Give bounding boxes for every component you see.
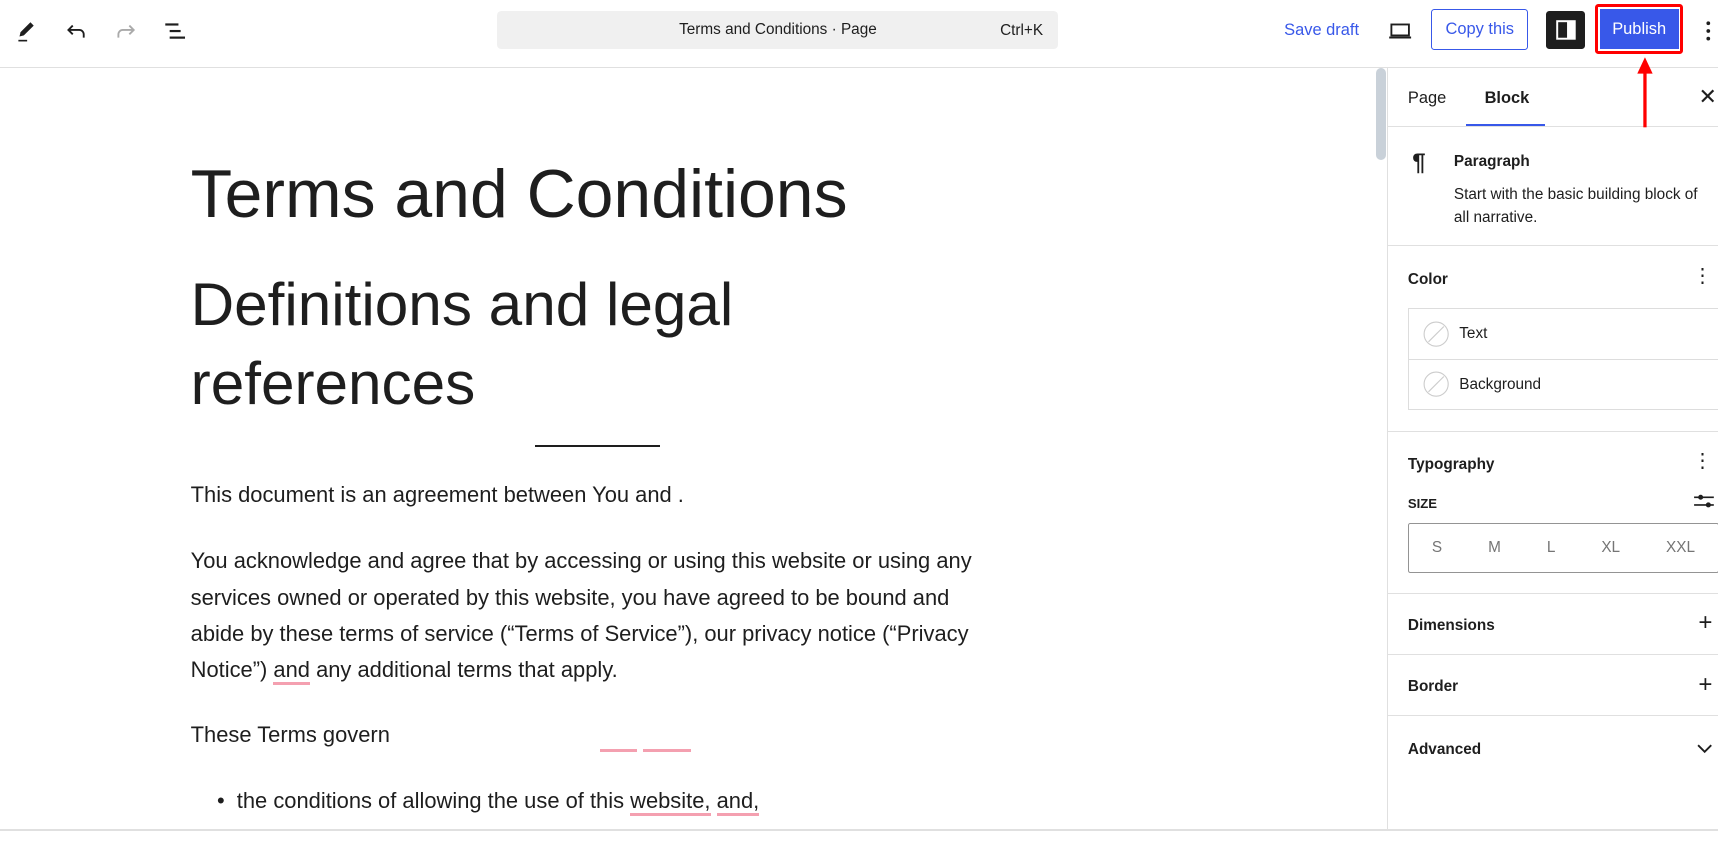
separator-block[interactable] bbox=[535, 445, 660, 447]
spelling-mark bbox=[600, 749, 636, 752]
page-title[interactable]: Terms and Conditions bbox=[190, 156, 848, 232]
size-option-l[interactable]: L bbox=[1546, 538, 1556, 556]
text-color-option[interactable] bbox=[1409, 309, 1718, 360]
more-options-icon[interactable]: ⋮ bbox=[1692, 450, 1713, 473]
laptop-icon[interactable] bbox=[1385, 15, 1416, 46]
close-icon[interactable]: ✕ bbox=[1698, 84, 1717, 110]
background-color-label: Background bbox=[1459, 375, 1542, 393]
list-item[interactable]: • the conditions of allowing the use of this website, and, bbox=[217, 783, 1028, 819]
list-view-icon[interactable] bbox=[160, 15, 191, 46]
spelling-mark bbox=[643, 749, 691, 752]
document-title: Terms and Conditions · Page bbox=[679, 20, 877, 38]
paragraph-icon: ¶ bbox=[1412, 148, 1426, 176]
tab-block[interactable]: Block bbox=[1484, 88, 1530, 107]
border-panel[interactable] bbox=[1388, 655, 1718, 716]
redo-icon[interactable] bbox=[111, 15, 142, 46]
dimensions-panel[interactable] bbox=[1388, 594, 1718, 655]
border-label: Border bbox=[1407, 678, 1459, 696]
no-color-icon bbox=[1423, 371, 1449, 397]
color-label: Color bbox=[1407, 270, 1448, 288]
size-option-xl[interactable]: XL bbox=[1601, 538, 1621, 556]
dimensions-label: Dimensions bbox=[1407, 616, 1495, 634]
block-title: Paragraph bbox=[1453, 153, 1530, 171]
block-card bbox=[1388, 127, 1718, 246]
tab-page[interactable]: Page bbox=[1407, 88, 1447, 107]
sidebar-tabs bbox=[1388, 68, 1718, 127]
no-color-icon bbox=[1423, 321, 1449, 347]
paragraph-block[interactable]: This document is an agreement between You and . bbox=[190, 481, 684, 507]
top-toolbar bbox=[0, 0, 1718, 68]
undo-icon[interactable] bbox=[60, 15, 91, 46]
more-options-icon[interactable] bbox=[1693, 15, 1718, 46]
size-option-m[interactable]: M bbox=[1488, 538, 1501, 556]
paragraph-block[interactable]: These Terms govern bbox=[190, 721, 390, 747]
command-palette[interactable] bbox=[497, 11, 1058, 49]
size-label: SIZE bbox=[1407, 496, 1438, 512]
spelling-mark: website, bbox=[630, 788, 710, 816]
editor-canvas[interactable] bbox=[0, 68, 1376, 830]
typography-panel bbox=[1388, 432, 1718, 594]
paragraph-text: You acknowledge and agree that by accessing or using this website or using any services owned or operated by this website, you have agreed to be bound and abide by these terms of service (“Terms of Service”), our privacy notice (“Privacy Notice”) bbox=[190, 548, 972, 682]
block-description: Start with the basic building block of all narrative. bbox=[1453, 185, 1698, 226]
plus-icon[interactable]: + bbox=[1698, 670, 1713, 698]
spelling-mark: and, bbox=[717, 788, 760, 816]
scrollbar[interactable] bbox=[1376, 68, 1386, 160]
pencil-icon[interactable] bbox=[11, 15, 42, 46]
text-color-label: Text bbox=[1459, 325, 1488, 343]
typography-label: Typography bbox=[1407, 455, 1495, 473]
active-tab-indicator bbox=[1466, 124, 1545, 126]
size-option-s[interactable]: S bbox=[1431, 538, 1443, 556]
settings-sidebar bbox=[1387, 68, 1718, 830]
sidebar-toggle-icon[interactable] bbox=[1546, 11, 1585, 49]
save-draft-button[interactable]: Save draft bbox=[1284, 20, 1360, 39]
size-option-xxl[interactable]: XXL bbox=[1666, 538, 1696, 556]
chevron-down-icon[interactable] bbox=[1697, 743, 1712, 754]
heading-block[interactable]: Definitions and legal references bbox=[190, 270, 734, 418]
paragraph-block[interactable] bbox=[191, 543, 1002, 688]
plus-icon[interactable]: + bbox=[1698, 609, 1713, 637]
color-panel bbox=[1388, 247, 1718, 432]
advanced-panel[interactable] bbox=[1388, 717, 1718, 783]
publish-button[interactable]: Publish bbox=[1600, 9, 1679, 50]
shortcut-hint: Ctrl+K bbox=[1000, 21, 1044, 39]
spelling-mark: and bbox=[273, 657, 310, 685]
more-options-icon[interactable]: ⋮ bbox=[1692, 265, 1713, 288]
red-arrow-annotation bbox=[1634, 55, 1656, 130]
footer-divider bbox=[0, 829, 1718, 830]
paragraph-text: any additional terms that apply. bbox=[309, 656, 618, 682]
background-color-option[interactable] bbox=[1409, 359, 1718, 409]
custom-size-icon[interactable] bbox=[1693, 491, 1715, 511]
list-text: the conditions of allowing the use of this bbox=[236, 788, 631, 814]
advanced-label: Advanced bbox=[1407, 740, 1482, 758]
font-size-picker bbox=[1408, 523, 1718, 573]
copy-this-button[interactable]: Copy this bbox=[1431, 9, 1529, 51]
